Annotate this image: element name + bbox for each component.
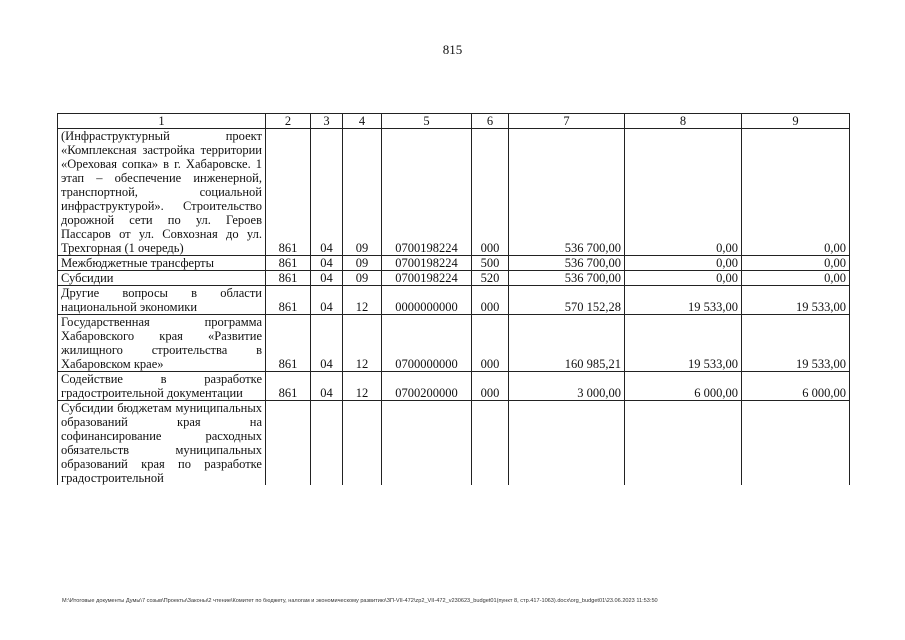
row-name: Государственная программа Хабаровского края «Развитие жилищного строительства в Хабаровском крае» [58,315,266,372]
row-name: (Инфраструктурный проект «Комплексная застройка территории «Ореховая сопка» в г. Хабаровске. 1 этап – обеспечение инженерной, транспортной, социальной инфраструктурой». Строительство дорожной сети по ул. Героев Пассаров от ул. Совхозная до ул. Трехгорная (1 очередь) [58,129,266,256]
table-row [58,315,850,372]
cell-target-article: 0700000000 [382,315,472,372]
cell-section: 04 [311,286,343,315]
cell-admin-code: 861 [266,271,311,286]
column-header: 4 [343,114,382,129]
column-header: 6 [472,114,509,129]
page-number: 815 [442,42,463,57]
cell-section: 04 [311,271,343,286]
cell-amount-3: 19 533,00 [742,315,850,372]
header-row [58,114,850,129]
cell-subsection [343,401,382,486]
column-header: 7 [509,114,625,129]
cell-target-article: 0700200000 [382,372,472,401]
cell-amount-2: 0,00 [625,271,742,286]
cell-expense-type: 000 [472,372,509,401]
cell-amount-3 [742,401,850,486]
cell-expense-type: 000 [472,129,509,256]
cell-expense-type: 000 [472,315,509,372]
cell-target-article [382,401,472,486]
cell-admin-code [266,401,311,486]
table-row [58,372,850,401]
table-row [58,401,850,486]
cell-expense-type [472,401,509,486]
cell-expense-type: 500 [472,256,509,271]
cell-expense-type: 520 [472,271,509,286]
cell-section: 04 [311,256,343,271]
cell-subsection: 12 [343,372,382,401]
cell-amount-2: 0,00 [625,129,742,256]
row-name: Межбюджетные трансферты [58,256,266,271]
cell-admin-code: 861 [266,256,311,271]
cell-amount-1: 3 000,00 [509,372,625,401]
row-name: Другие вопросы в области национальной экономики [58,286,266,315]
cell-amount-3: 19 533,00 [742,286,850,315]
cell-amount-1: 536 700,00 [509,129,625,256]
cell-amount-2: 19 533,00 [625,315,742,372]
cell-section: 04 [311,315,343,372]
cell-admin-code: 861 [266,286,311,315]
cell-amount-2 [625,401,742,486]
cell-amount-3: 0,00 [742,129,850,256]
table-row [58,256,850,271]
column-header: 8 [625,114,742,129]
cell-admin-code: 861 [266,315,311,372]
cell-target-article: 0700198224 [382,271,472,286]
cell-subsection: 09 [343,271,382,286]
cell-subsection: 12 [343,315,382,372]
cell-amount-3: 6 000,00 [742,372,850,401]
table-row [58,286,850,315]
cell-expense-type: 000 [472,286,509,315]
table-row [58,271,850,286]
column-header: 1 [58,114,266,129]
cell-section [311,401,343,486]
cell-subsection: 09 [343,129,382,256]
cell-amount-2: 6 000,00 [625,372,742,401]
cell-target-article: 0000000000 [382,286,472,315]
column-header: 3 [311,114,343,129]
cell-subsection: 09 [343,256,382,271]
file-path-footer: M:\Итоговые документы Думы\7 созыв\Проекты\Законы\2 чтение\Комитет по бюджету, налогам и экономическому развитию\ЗП-VII-472\zp2_VII-472_v230623_budget01(пункт 8, стр.417-1063).docx\org_budget01\23.06.2023 11:53:50 [62,598,658,604]
cell-target-article: 0700198224 [382,256,472,271]
cell-section: 04 [311,372,343,401]
cell-amount-1: 570 152,28 [509,286,625,315]
cell-amount-1: 536 700,00 [509,256,625,271]
column-header: 9 [742,114,850,129]
budget-table [57,113,850,485]
cell-admin-code: 861 [266,372,311,401]
cell-subsection: 12 [343,286,382,315]
column-header: 2 [266,114,311,129]
cell-amount-1: 160 985,21 [509,315,625,372]
cell-amount-1 [509,401,625,486]
cell-admin-code: 861 [266,129,311,256]
table-row [58,129,850,256]
cell-target-article: 0700198224 [382,129,472,256]
row-name: Субсидии бюджетам муниципальных образований края на софинансирование расходных обязательств муниципальных образований края по разработке градостроительной [58,401,266,486]
cell-amount-3: 0,00 [742,256,850,271]
column-header: 5 [382,114,472,129]
cell-amount-2: 19 533,00 [625,286,742,315]
cell-amount-2: 0,00 [625,256,742,271]
row-name: Содействие в разработке градостроительной документации [58,372,266,401]
cell-amount-1: 536 700,00 [509,271,625,286]
row-name: Субсидии [58,271,266,286]
cell-section: 04 [311,129,343,256]
cell-amount-3: 0,00 [742,271,850,286]
